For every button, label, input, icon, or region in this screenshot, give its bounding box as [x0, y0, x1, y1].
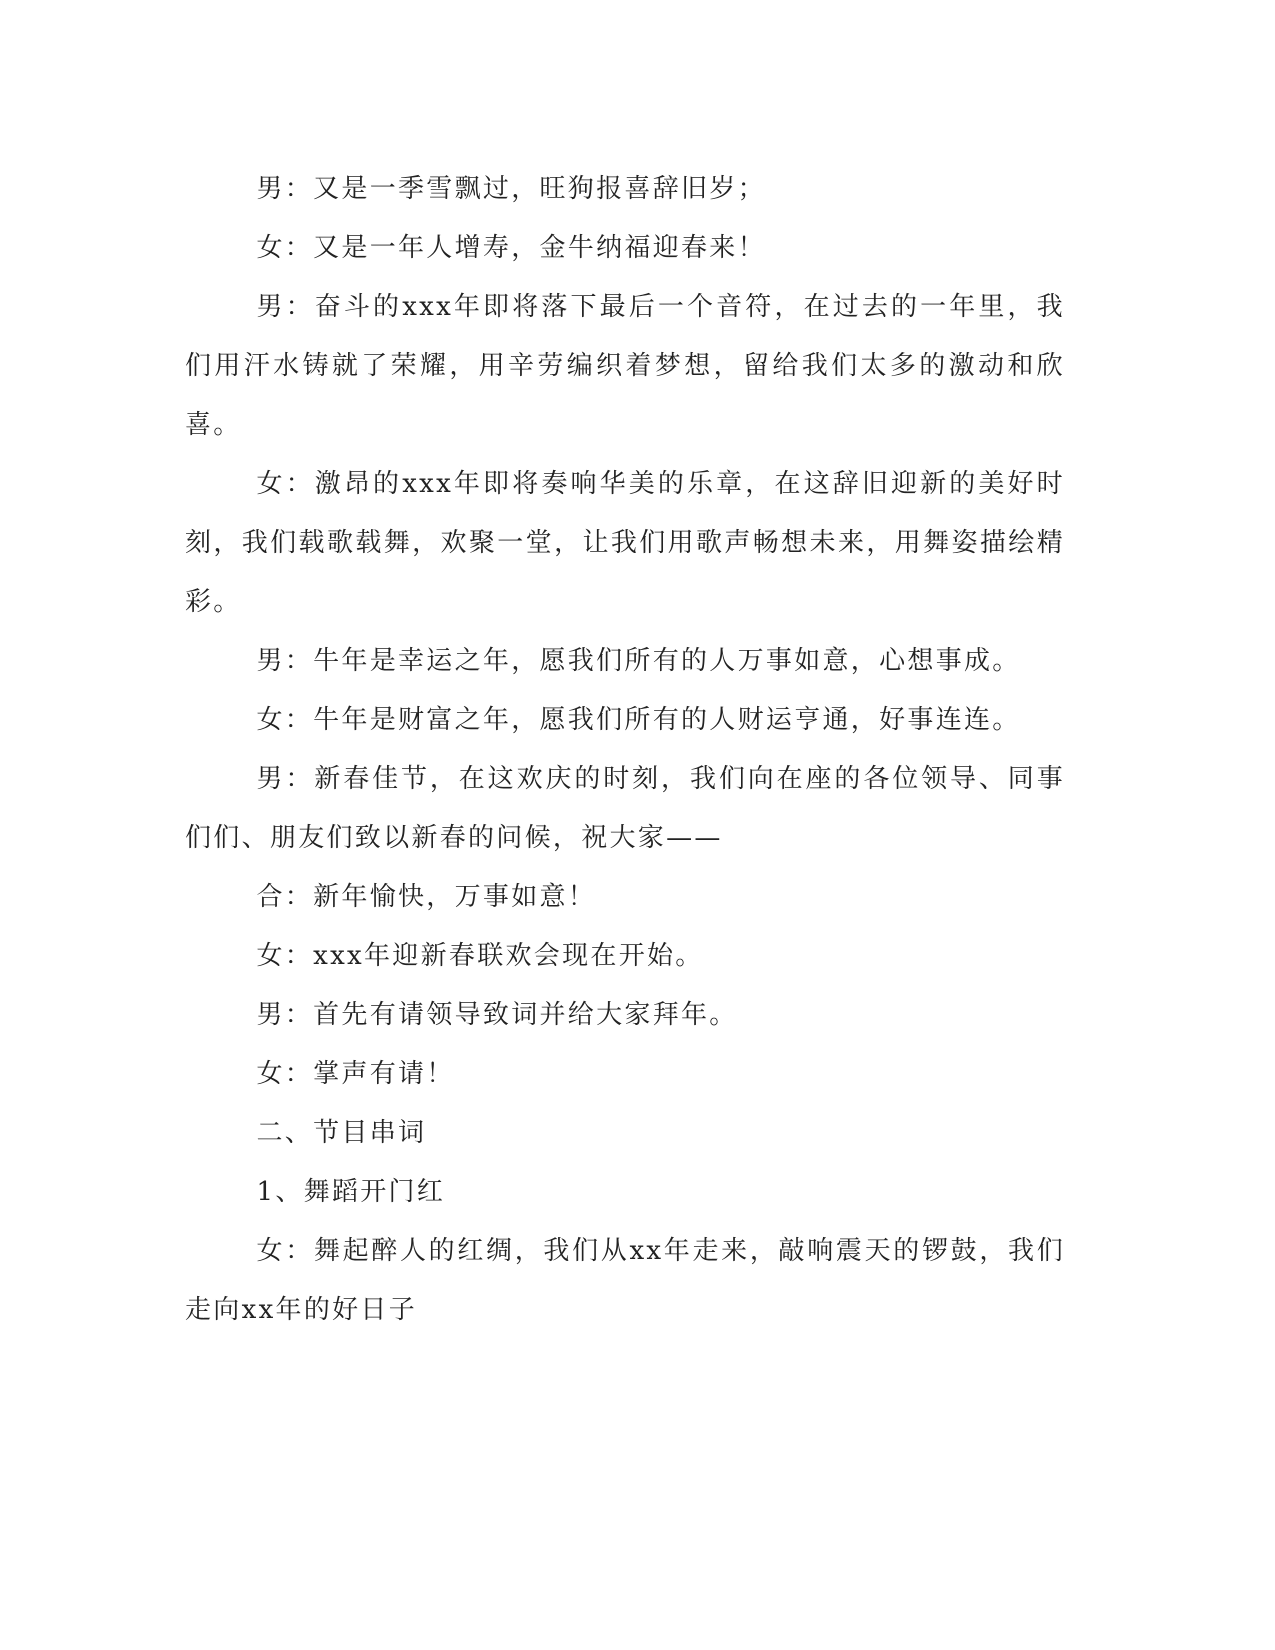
section-heading: 二、节目串词 [256, 1118, 427, 1148]
paragraph-9: 女：xxx年迎新春联欢会现在开始。 [256, 941, 704, 971]
paragraph-5: 男：牛年是幸运之年，愿我们所有的人万事如意，心想事成。 [256, 646, 1021, 676]
paragraph-14: 女：舞起醉人的红绸，我们从xx年走来，敲响震天的锣鼓，我们走向xx年的好日子 [185, 1236, 1065, 1325]
program-item-heading: 1、舞蹈开门红 [256, 1177, 446, 1207]
paragraph-6: 女：牛年是财富之年，愿我们所有的人财运亨通，好事连连。 [256, 705, 1021, 735]
document-body [185, 160, 1065, 1340]
paragraph-8: 合：新年愉快，万事如意！ [256, 882, 597, 912]
paragraph-1: 男：又是一季雪飘过，旺狗报喜辞旧岁； [256, 174, 766, 204]
paragraph-11: 女：掌声有请！ [256, 1059, 455, 1089]
paragraph-3: 男：奋斗的xxx年即将落下最后一个音符，在过去的一年里，我们用汗水铸就了荣耀，用辛劳编织着梦想，留给我们太多的激动和欣喜。 [185, 292, 1065, 440]
paragraph-7: 男：新春佳节，在这欢庆的时刻，我们向在座的各位领导、同事们们、朋友们致以新春的问候，祝大家—— [185, 764, 1065, 853]
paragraph-2: 女：又是一年人增寿，金牛纳福迎春来！ [256, 233, 766, 263]
paragraph-10: 男：首先有请领导致词并给大家拜年。 [256, 1000, 738, 1030]
paragraph-4: 女：激昂的xxx年即将奏响华美的乐章，在这辞旧迎新的美好时刻，我们载歌载舞，欢聚一堂，让我们用歌声畅想未来，用舞姿描绘精彩。 [185, 469, 1065, 617]
